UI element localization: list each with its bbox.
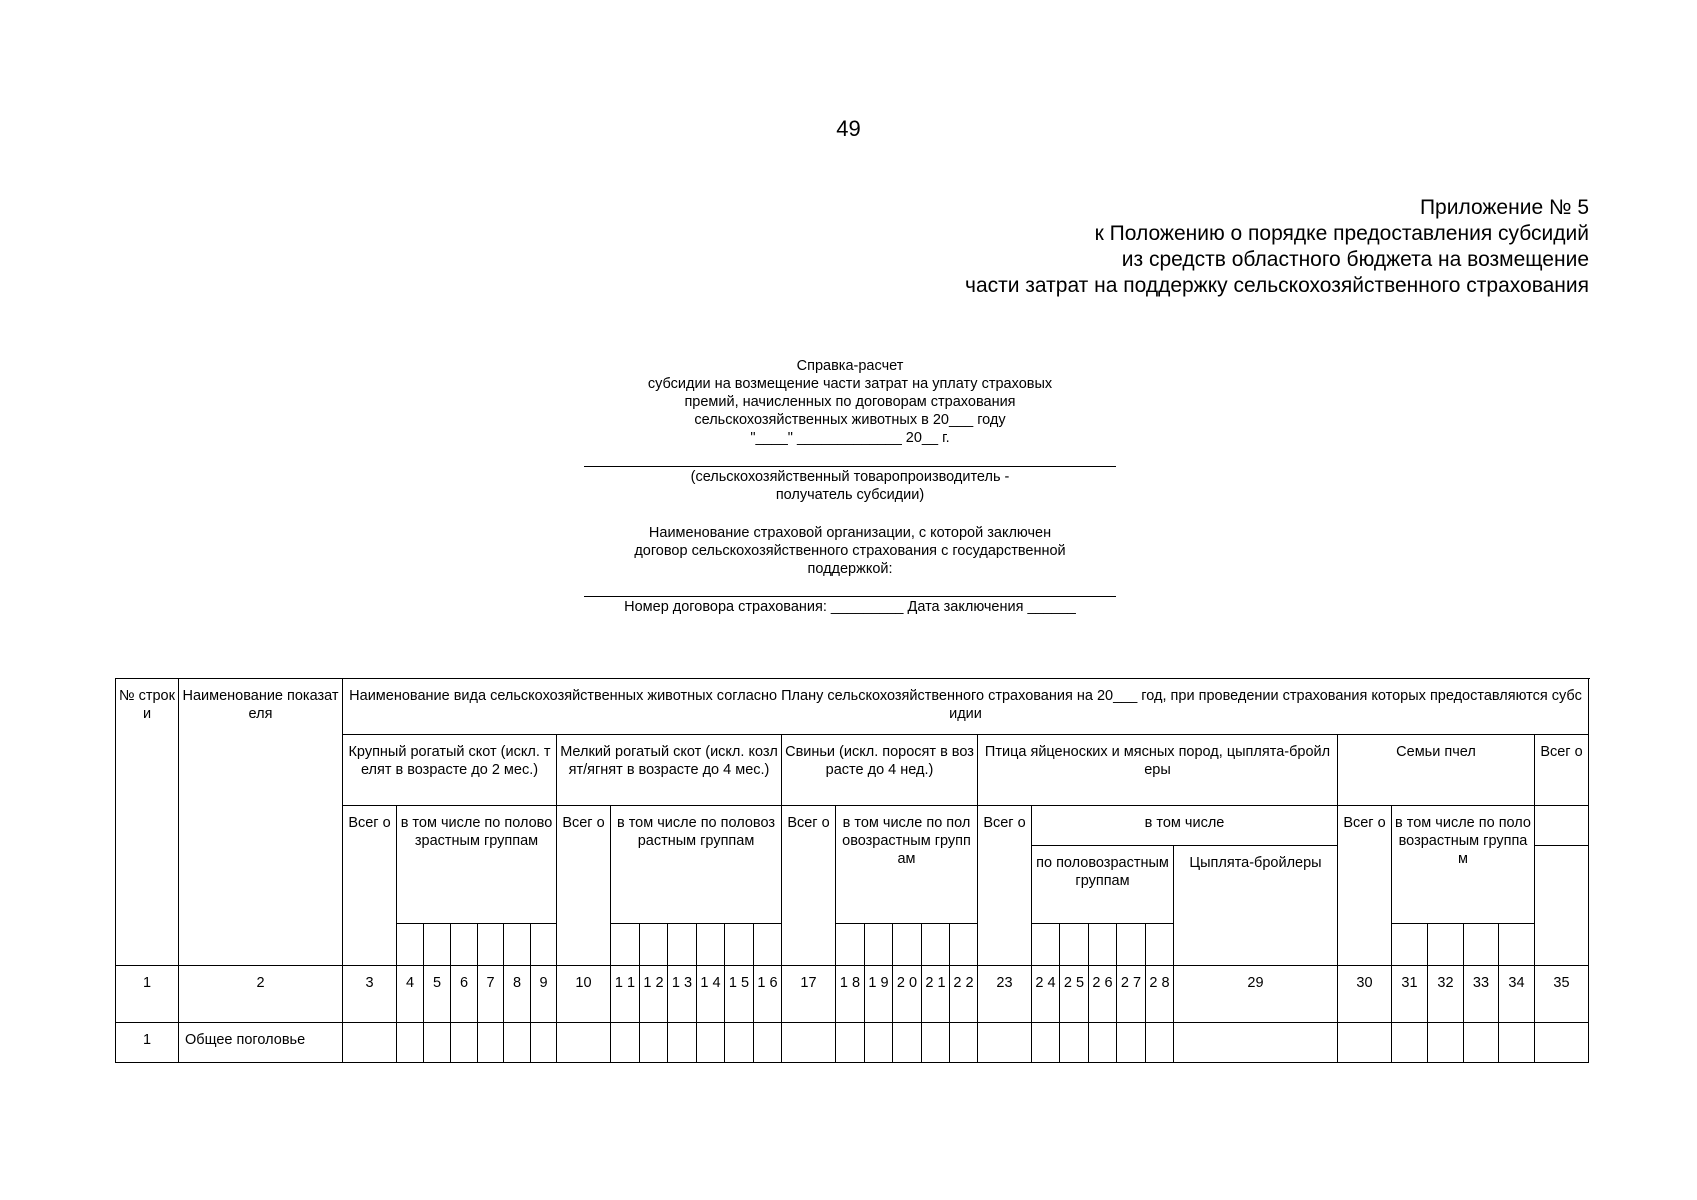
column-number: 1 5: [725, 966, 754, 1023]
empty-subcell: [1032, 924, 1060, 966]
cattle-total-header: Всег о: [343, 806, 397, 966]
data-cell: [754, 1023, 782, 1063]
small-cattle-total-header: Всег о: [557, 806, 611, 966]
row-indicator-name: Общее поголовье: [179, 1023, 343, 1063]
column-number: 4: [397, 966, 424, 1023]
column-number: 2 8: [1146, 966, 1174, 1023]
group-bees: Семьи пчел: [1338, 735, 1535, 806]
data-cell: [668, 1023, 697, 1063]
empty-subcell: [1089, 924, 1117, 966]
column-number: 2 7: [1117, 966, 1146, 1023]
title-line: субсидии на возмещение части затрат на уплату страховых: [647, 376, 1053, 392]
empty-subcell: [725, 924, 754, 966]
column-number: 29: [1174, 966, 1338, 1023]
empty-subcell: [1392, 924, 1428, 966]
data-cell: [950, 1023, 978, 1063]
column-number: 2 1: [922, 966, 950, 1023]
column-number: 10: [557, 966, 611, 1023]
bees-age-groups-header: в том числе по половозрастным группам: [1392, 806, 1535, 924]
data-cell: [725, 1023, 754, 1063]
column-number: 17: [782, 966, 836, 1023]
data-cell: [531, 1023, 557, 1063]
column-number: 8: [504, 966, 531, 1023]
pigs-total-header: Всег о: [782, 806, 836, 966]
empty-subcell: [950, 924, 978, 966]
group-poultry: Птица яйценоских и мясных пород, цыплята-бройлеры: [978, 735, 1338, 806]
appendix-line: из средств областного бюджета на возмещение: [1121, 248, 1589, 271]
appendix-line: Приложение № 5: [1419, 196, 1589, 219]
data-cell: [1338, 1023, 1392, 1063]
subsidy-calculation-table: [115, 678, 1589, 1063]
small-cattle-age-groups-header: в том числе по половозрастным группам: [611, 806, 782, 924]
data-cell: [478, 1023, 504, 1063]
data-cell: [1146, 1023, 1174, 1063]
column-number: 6: [451, 966, 478, 1023]
column-number: 1 9: [865, 966, 893, 1023]
empty-subcell: [836, 924, 865, 966]
pigs-age-groups-header: в том числе по половозрастным группам: [836, 806, 978, 924]
column-number: 1 1: [611, 966, 640, 1023]
table-row: [116, 1023, 1589, 1063]
empty-subcell: [531, 924, 557, 966]
data-cell: [1464, 1023, 1499, 1063]
data-cell: [1060, 1023, 1089, 1063]
recipient-caption: [584, 468, 1116, 504]
document-title: Справка-расчет: [796, 358, 904, 374]
empty-subcell: [697, 924, 725, 966]
date-line: "____" _____________ 20__ г.: [750, 430, 950, 446]
data-cell: [865, 1023, 893, 1063]
empty-subcell: [504, 924, 531, 966]
column-number: 2 2: [950, 966, 978, 1023]
caption-line: получатель субсидии): [775, 487, 925, 503]
title-line: премий, начисленных по договорам страхования: [684, 394, 1016, 410]
data-cell: [611, 1023, 640, 1063]
appendix-header: [965, 195, 1589, 299]
poultry-age-groups-header: по половозрастным группам: [1032, 846, 1174, 924]
column-number: 34: [1499, 966, 1535, 1023]
column-number: 1: [116, 966, 179, 1023]
empty-subcell: [668, 924, 697, 966]
data-cell: [504, 1023, 531, 1063]
data-cell: [1535, 1023, 1589, 1063]
column-number: 1 2: [640, 966, 668, 1023]
data-cell: [343, 1023, 397, 1063]
total-empty-cell: [1535, 806, 1589, 846]
column-number: 3: [343, 966, 397, 1023]
empty-subcell: [754, 924, 782, 966]
data-cell: [1117, 1023, 1146, 1063]
data-cell: [1428, 1023, 1464, 1063]
cattle-age-groups-header: в том числе по половозрастным группам: [397, 806, 557, 924]
empty-subcell: [1060, 924, 1089, 966]
column-number: 2 6: [1089, 966, 1117, 1023]
empty-subcell: [424, 924, 451, 966]
document-title-block: [584, 357, 1116, 447]
insurer-caption: [584, 524, 1116, 578]
group-cattle: Крупный рогатый скот (искл. телят в возрасте до 2 мес.): [343, 735, 557, 806]
column-number: 1 4: [697, 966, 725, 1023]
empty-subcell: [640, 924, 668, 966]
header-indicator-name: Наименование показателя: [179, 679, 343, 966]
data-cell: [1032, 1023, 1060, 1063]
empty-subcell: [865, 924, 893, 966]
column-number: 5: [424, 966, 451, 1023]
recipient-underline: [584, 466, 1116, 467]
data-cell: [451, 1023, 478, 1063]
header-row-number: № строки: [116, 679, 179, 966]
data-cell: [1392, 1023, 1428, 1063]
data-cell: [893, 1023, 922, 1063]
empty-subcell: [922, 924, 950, 966]
data-cell: [397, 1023, 424, 1063]
empty-subcell: [478, 924, 504, 966]
data-cell: [1174, 1023, 1338, 1063]
empty-subcell: [1146, 924, 1174, 966]
column-number: 1 8: [836, 966, 865, 1023]
caption-line: (сельскохозяйственный товаропроизводитель -: [690, 469, 1010, 485]
group-total: Всег о: [1535, 735, 1589, 806]
poultry-total-header: Всег о: [978, 806, 1032, 966]
column-number: 23: [978, 966, 1032, 1023]
title-line: сельскохозяйственных животных в 20___ году: [694, 412, 1006, 428]
data-cell: [697, 1023, 725, 1063]
column-number: 33: [1464, 966, 1499, 1023]
row-number: 1: [116, 1023, 179, 1063]
poultry-incl-header: в том числе: [1032, 806, 1338, 846]
empty-subcell: [1464, 924, 1499, 966]
empty-subcell: [397, 924, 424, 966]
data-cell: [922, 1023, 950, 1063]
header-animal-kinds: Наименование вида сельскохозяйственных животных согласно Плану сельскохозяйственного страхования на 20___ год, при проведении страхования которых предоставляются субсидии: [343, 679, 1589, 735]
empty-subcell: [451, 924, 478, 966]
empty-subcell: [1499, 924, 1535, 966]
column-number: 2: [179, 966, 343, 1023]
column-number: 1 3: [668, 966, 697, 1023]
column-number: 30: [1338, 966, 1392, 1023]
data-cell: [640, 1023, 668, 1063]
contract-line: [584, 598, 1116, 616]
group-pigs: Свиньи (искл. поросят в возрасте до 4 нед.): [782, 735, 978, 806]
total-empty-cell: [1535, 846, 1589, 966]
data-cell: [1089, 1023, 1117, 1063]
column-number: 35: [1535, 966, 1589, 1023]
column-number: 1 6: [754, 966, 782, 1023]
poultry-broilers-header: Цыплята-бройлеры: [1174, 846, 1338, 966]
column-number: 9: [531, 966, 557, 1023]
column-number: 2 4: [1032, 966, 1060, 1023]
appendix-line: к Положению о порядке предоставления субсидий: [1094, 222, 1589, 245]
column-number: 2 5: [1060, 966, 1089, 1023]
caption-line: договор сельскохозяйственного страхования с государственной: [634, 543, 1066, 559]
empty-subcell: [1428, 924, 1464, 966]
column-number: 31: [1392, 966, 1428, 1023]
contract-text: Номер договора страхования: _________ Дата заключения ______: [624, 599, 1076, 615]
column-number: 2 0: [893, 966, 922, 1023]
column-number: 7: [478, 966, 504, 1023]
page-number: 49: [836, 116, 861, 141]
caption-line: поддержкой:: [807, 561, 893, 577]
bees-total-header: Всег о: [1338, 806, 1392, 966]
data-cell: [782, 1023, 836, 1063]
appendix-line: части затрат на поддержку сельскохозяйственного страхования: [965, 274, 1589, 297]
empty-subcell: [611, 924, 640, 966]
column-number: 32: [1428, 966, 1464, 1023]
group-small-cattle: Мелкий рогатый скот (искл. козлят/ягнят в возрасте до 4 мес.): [557, 735, 782, 806]
data-cell: [557, 1023, 611, 1063]
empty-subcell: [893, 924, 922, 966]
data-cell: [1499, 1023, 1535, 1063]
data-cell: [836, 1023, 865, 1063]
caption-line: Наименование страховой организации, с которой заключен: [648, 525, 1052, 541]
data-cell: [424, 1023, 451, 1063]
data-cell: [978, 1023, 1032, 1063]
empty-subcell: [1117, 924, 1146, 966]
insurer-underline: [584, 596, 1116, 597]
